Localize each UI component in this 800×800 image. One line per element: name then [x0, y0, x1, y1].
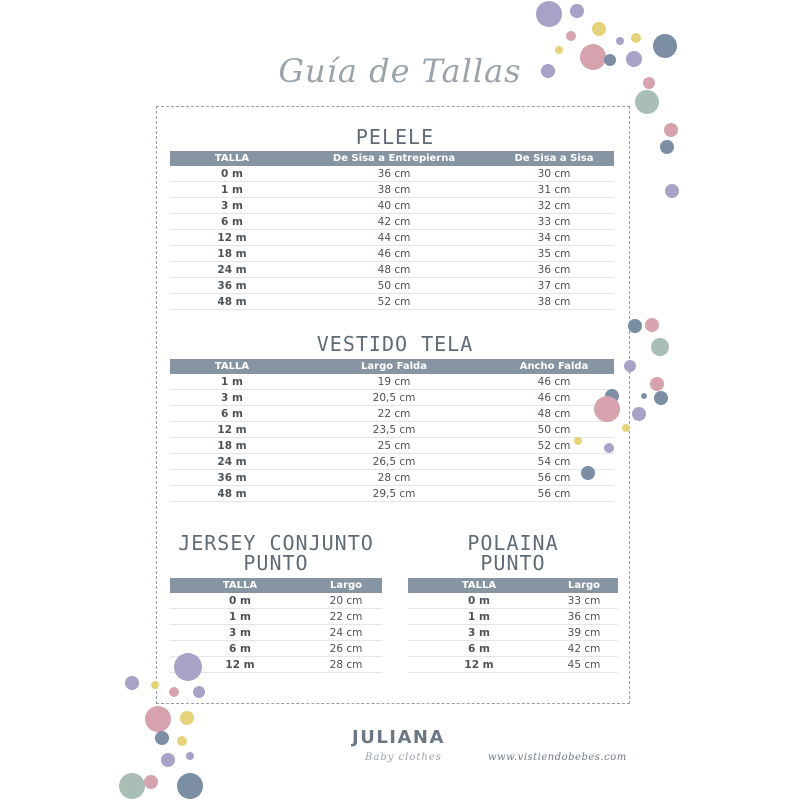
confetti-dot — [125, 676, 139, 690]
size-cell: 12 m — [408, 657, 550, 673]
table-header-row — [170, 578, 382, 593]
confetti-dot — [566, 31, 576, 41]
size-cell: 0 m — [170, 166, 294, 182]
page-title: Guía de Tallas — [278, 52, 522, 90]
confetti-dot — [654, 391, 668, 405]
size-cell: 24 m — [170, 262, 294, 278]
confetti-dot — [574, 437, 582, 445]
measure-cell: 42 cm — [294, 214, 494, 230]
measure-cell: 45 cm — [550, 657, 618, 673]
measure-cell: 38 cm — [494, 294, 614, 310]
confetti-dot — [145, 706, 171, 732]
measure-cell: 34 cm — [494, 230, 614, 246]
table-row — [170, 214, 614, 230]
measure-cell: 46 cm — [494, 390, 614, 406]
vestido-table — [170, 359, 614, 502]
confetti-dot — [581, 466, 595, 480]
measure-cell: 46 cm — [294, 246, 494, 262]
confetti-dot — [664, 123, 678, 137]
section-title-jersey-line1: JERSEY CONJUNTO — [178, 531, 374, 555]
column-header: De Sisa a Sisa — [494, 151, 614, 166]
table-row — [170, 166, 614, 182]
confetti-dot — [174, 653, 202, 681]
measure-cell: 38 cm — [294, 182, 494, 198]
confetti-dot — [632, 407, 646, 421]
table-row — [170, 486, 614, 502]
table-row — [170, 262, 614, 278]
confetti-dot — [643, 77, 655, 89]
size-cell: 0 m — [408, 593, 550, 609]
column-header: TALLA — [408, 578, 550, 593]
measure-cell: 40 cm — [294, 198, 494, 214]
size-cell: 18 m — [170, 246, 294, 262]
confetti-dot — [570, 4, 584, 18]
confetti-dot — [151, 681, 159, 689]
confetti-dot — [592, 22, 606, 36]
size-cell: 3 m — [170, 390, 294, 406]
confetti-dot — [665, 184, 679, 198]
section-title-polaina — [408, 533, 618, 573]
column-header: Largo — [550, 578, 618, 593]
confetti-dot — [616, 37, 624, 45]
section-title-polaina-line2: PUNTO — [480, 551, 546, 575]
brand-logo: JULIANA — [352, 727, 445, 748]
confetti-dot — [193, 686, 205, 698]
table-row — [408, 641, 618, 657]
jersey-table — [170, 578, 382, 673]
measure-cell: 36 cm — [550, 609, 618, 625]
table-row — [170, 438, 614, 454]
confetti-dot — [169, 687, 179, 697]
measure-cell: 56 cm — [494, 470, 614, 486]
size-cell: 1 m — [170, 182, 294, 198]
size-cell: 36 m — [170, 278, 294, 294]
measure-cell: 24 cm — [310, 625, 382, 641]
confetti-dot — [180, 711, 194, 725]
size-cell: 0 m — [170, 593, 310, 609]
pelele-table — [170, 151, 614, 310]
size-cell: 6 m — [408, 641, 550, 657]
size-cell: 1 m — [408, 609, 550, 625]
confetti-dot — [653, 34, 677, 58]
brand-tagline: Baby clothes — [365, 752, 442, 763]
table-row — [170, 182, 614, 198]
table-row — [170, 641, 382, 657]
table-row — [408, 609, 618, 625]
measure-cell: 33 cm — [550, 593, 618, 609]
confetti-dot — [144, 775, 158, 789]
size-cell: 18 m — [170, 438, 294, 454]
measure-cell: 52 cm — [494, 438, 614, 454]
measure-cell: 54 cm — [494, 454, 614, 470]
size-cell: 3 m — [408, 625, 550, 641]
measure-cell: 35 cm — [494, 246, 614, 262]
confetti-dot — [650, 377, 664, 391]
column-header: Ancho Falda — [494, 359, 614, 374]
measure-cell: 48 cm — [294, 262, 494, 278]
confetti-dot — [594, 396, 620, 422]
confetti-dot — [119, 773, 145, 799]
table-header-row — [170, 151, 614, 166]
measure-cell: 28 cm — [294, 470, 494, 486]
size-cell: 48 m — [170, 486, 294, 502]
size-cell: 24 m — [170, 454, 294, 470]
table-row — [170, 278, 614, 294]
table-row — [170, 609, 382, 625]
table-row — [408, 593, 618, 609]
measure-cell: 50 cm — [494, 422, 614, 438]
table-row — [408, 657, 618, 673]
measure-cell: 23,5 cm — [294, 422, 494, 438]
measure-cell: 33 cm — [494, 214, 614, 230]
confetti-dot — [660, 140, 674, 154]
column-header: TALLA — [170, 359, 294, 374]
table-row — [170, 593, 382, 609]
measure-cell: 26,5 cm — [294, 454, 494, 470]
confetti-dot — [155, 731, 169, 745]
table-row — [170, 294, 614, 310]
size-cell: 12 m — [170, 230, 294, 246]
measure-cell: 28 cm — [310, 657, 382, 673]
confetti-dot — [580, 44, 606, 70]
size-cell: 6 m — [170, 214, 294, 230]
size-cell: 12 m — [170, 657, 310, 673]
table-row — [170, 470, 614, 486]
table-row — [170, 198, 614, 214]
measure-cell: 31 cm — [494, 182, 614, 198]
confetti-dot — [635, 90, 659, 114]
size-cell: 1 m — [170, 374, 294, 390]
confetti-dot — [651, 338, 669, 356]
measure-cell: 50 cm — [294, 278, 494, 294]
table-row — [170, 374, 614, 390]
confetti-dot — [186, 752, 194, 760]
confetti-dot — [622, 424, 630, 432]
measure-cell: 22 cm — [310, 609, 382, 625]
measure-cell: 36 cm — [294, 166, 494, 182]
section-title-jersey-line2: PUNTO — [243, 551, 309, 575]
confetti-dot — [536, 1, 562, 27]
size-cell: 1 m — [170, 609, 310, 625]
section-title-polaina-line1: POLAINA — [467, 531, 559, 555]
measure-cell: 20,5 cm — [294, 390, 494, 406]
measure-cell: 26 cm — [310, 641, 382, 657]
table-row — [170, 246, 614, 262]
measure-cell: 37 cm — [494, 278, 614, 294]
size-cell: 3 m — [170, 198, 294, 214]
confetti-dot — [626, 51, 642, 67]
confetti-dot — [631, 33, 641, 43]
confetti-dot — [604, 54, 616, 66]
section-title-jersey — [170, 533, 382, 573]
measure-cell: 42 cm — [550, 641, 618, 657]
table-row — [408, 625, 618, 641]
confetti-dot — [628, 319, 642, 333]
table-row — [170, 230, 614, 246]
confetti-dot — [177, 773, 203, 799]
size-cell: 6 m — [170, 641, 310, 657]
section-title-pelele: PELELE — [355, 125, 435, 149]
column-header: De Sisa a Entrepierna — [294, 151, 494, 166]
column-header: TALLA — [170, 151, 294, 166]
table-row — [170, 390, 614, 406]
table-row — [170, 406, 614, 422]
measure-cell: 44 cm — [294, 230, 494, 246]
confetti-dot — [645, 318, 659, 332]
confetti-dot — [161, 753, 175, 767]
confetti-dot — [541, 64, 555, 78]
confetti-dot — [641, 393, 647, 399]
column-header: Largo — [310, 578, 382, 593]
size-cell: 48 m — [170, 294, 294, 310]
website-link[interactable]: www.vistiendobebes.com — [488, 752, 627, 763]
confetti-dot — [177, 736, 187, 746]
table-row — [170, 422, 614, 438]
size-cell: 6 m — [170, 406, 294, 422]
measure-cell: 19 cm — [294, 374, 494, 390]
column-header: Largo Falda — [294, 359, 494, 374]
measure-cell: 39 cm — [550, 625, 618, 641]
measure-cell: 56 cm — [494, 486, 614, 502]
table-header-row — [170, 359, 614, 374]
column-header: TALLA — [170, 578, 310, 593]
measure-cell: 29,5 cm — [294, 486, 494, 502]
table-header-row — [408, 578, 618, 593]
measure-cell: 36 cm — [494, 262, 614, 278]
size-cell: 12 m — [170, 422, 294, 438]
confetti-dot — [604, 443, 614, 453]
measure-cell: 32 cm — [494, 198, 614, 214]
table-row — [170, 625, 382, 641]
table-row — [170, 454, 614, 470]
confetti-dot — [555, 46, 563, 54]
measure-cell: 48 cm — [494, 406, 614, 422]
size-cell: 3 m — [170, 625, 310, 641]
measure-cell: 22 cm — [294, 406, 494, 422]
size-cell: 36 m — [170, 470, 294, 486]
measure-cell: 46 cm — [494, 374, 614, 390]
confetti-dot — [624, 360, 636, 372]
measure-cell: 52 cm — [294, 294, 494, 310]
measure-cell: 25 cm — [294, 438, 494, 454]
measure-cell: 30 cm — [494, 166, 614, 182]
polaina-table — [408, 578, 618, 673]
measure-cell: 20 cm — [310, 593, 382, 609]
section-title-vestido: VESTIDO TELA — [316, 332, 474, 356]
